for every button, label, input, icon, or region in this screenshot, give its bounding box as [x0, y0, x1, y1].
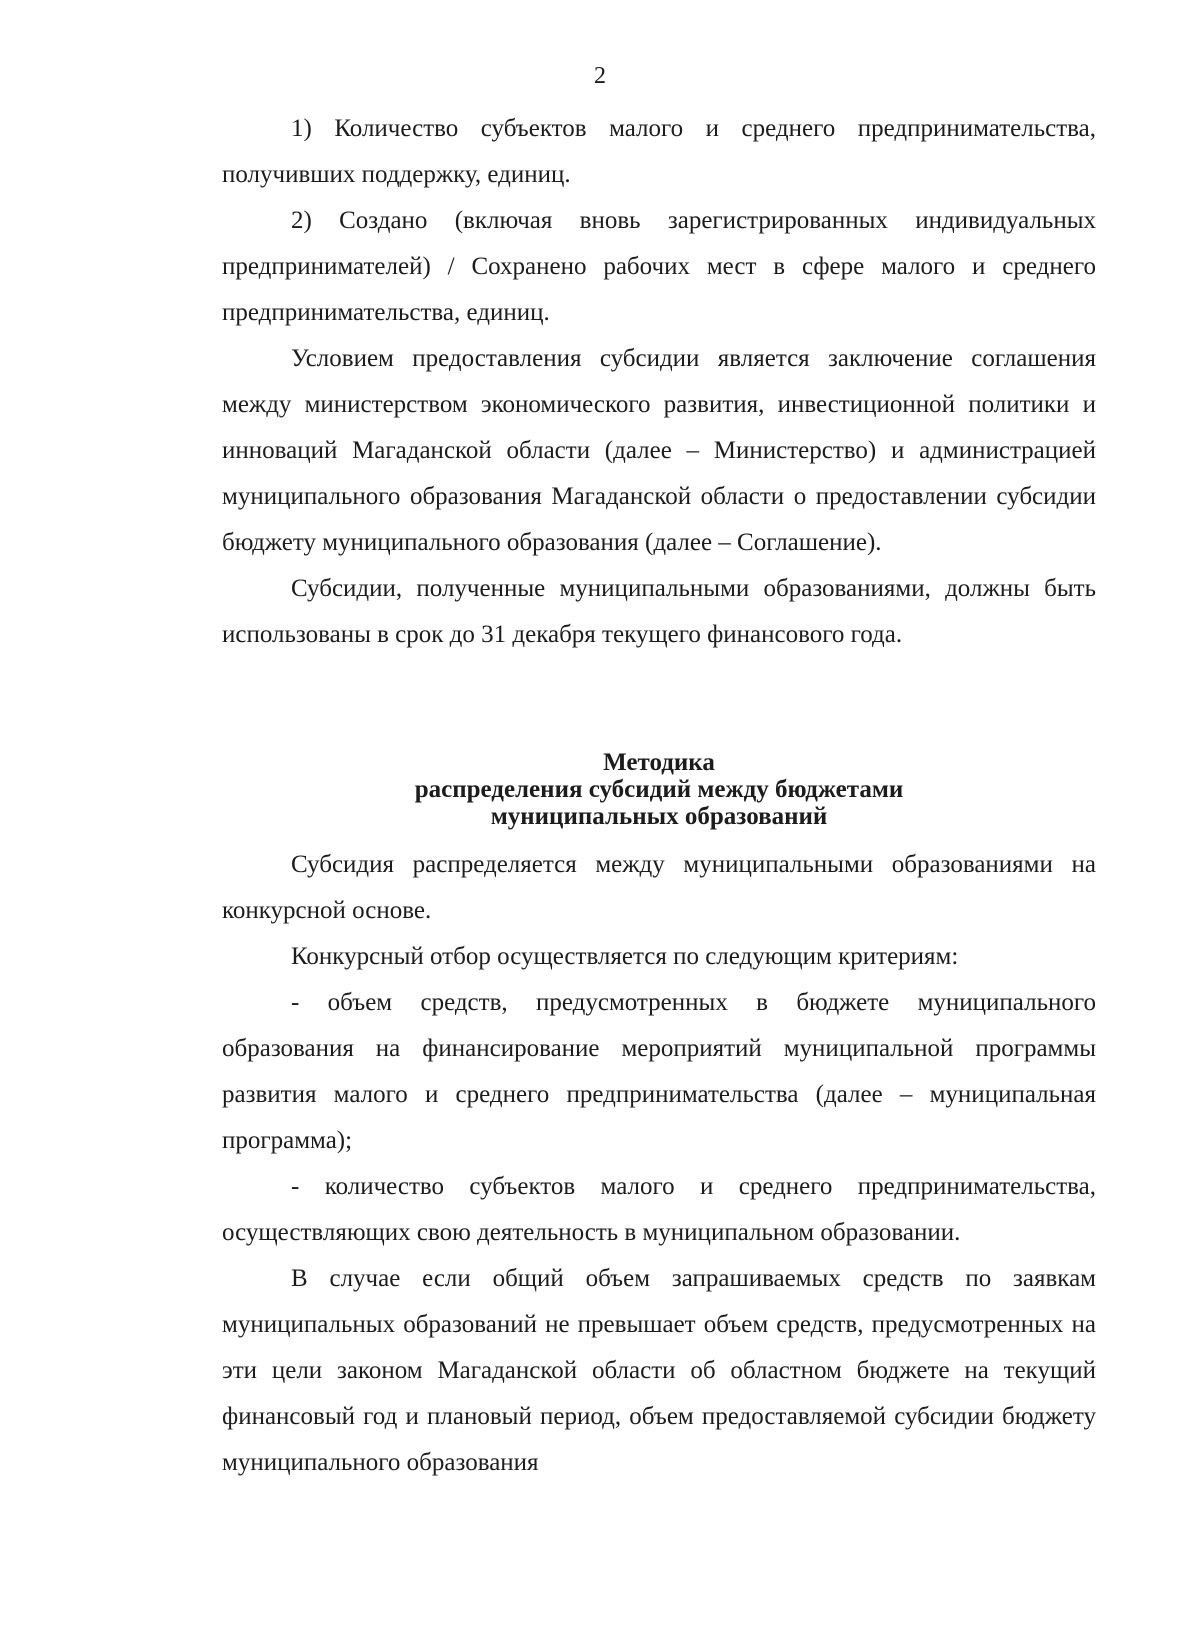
paragraph-condition: Условием предоставления субсидии является заключение соглашения между министерством экономического развития, инвестиционной политики и инноваций Магаданской области (далее – Министерство) и администрацией муниципального образования Магаданской области о предоставлении субсидии бюджету муниципального образования (далее – Соглашение).	[222, 345, 1096, 556]
paragraph-indicator-2: 2) Создано (включая вновь зарегистрированных индивидуальных предпринимателей) / Сохранено рабочих мест в сфере малого и среднего предпринимательства, единиц.	[222, 207, 1096, 326]
section-heading	[222, 749, 1096, 830]
page-number: 2	[594, 63, 606, 89]
body-text-before-heading	[222, 106, 1096, 658]
paragraph-distribution: Субсидия распределяется между муниципальными образованиями на конкурсной основе.	[222, 851, 1096, 924]
body-text-after-heading	[222, 842, 1096, 1486]
paragraph-criteria-intro: Конкурсный отбор осуществляется по следующим критериям:	[291, 943, 959, 970]
paragraph-criterion-1: - объем средств, предусмотренных в бюджете муниципального образования на финансирование мероприятий муниципальной программы развития малого и среднего предпринимательства (далее – муниципальная программа);	[222, 989, 1096, 1154]
paragraph-deadline: Субсидии, полученные муниципальными образованиями, должны быть использованы в срок до 31 декабря текущего финансового года.	[222, 575, 1096, 648]
heading-line-3: муниципальных образований	[490, 803, 828, 830]
paragraph-criterion-2: - количество субъектов малого и среднего предпринимательства, осуществляющих свою деятельность в муниципальном образовании.	[222, 1173, 1096, 1246]
paragraph-indicator-1: 1) Количество субъектов малого и среднего предпринимательства, получивших поддержку, единиц.	[222, 115, 1096, 188]
paragraph-case: В случае если общий объем запрашиваемых средств по заявкам муниципальных образований не превышает объем средств, предусмотренных на эти цели законом Магаданской области об областном бюджете на текущий финансовый год и плановый период, объем предоставляемой субсидии бюджету муниципального образования	[222, 1265, 1096, 1476]
heading-line-2: распределения субсидий между бюджетами	[414, 776, 904, 803]
heading-line-1: Методика	[603, 749, 715, 776]
